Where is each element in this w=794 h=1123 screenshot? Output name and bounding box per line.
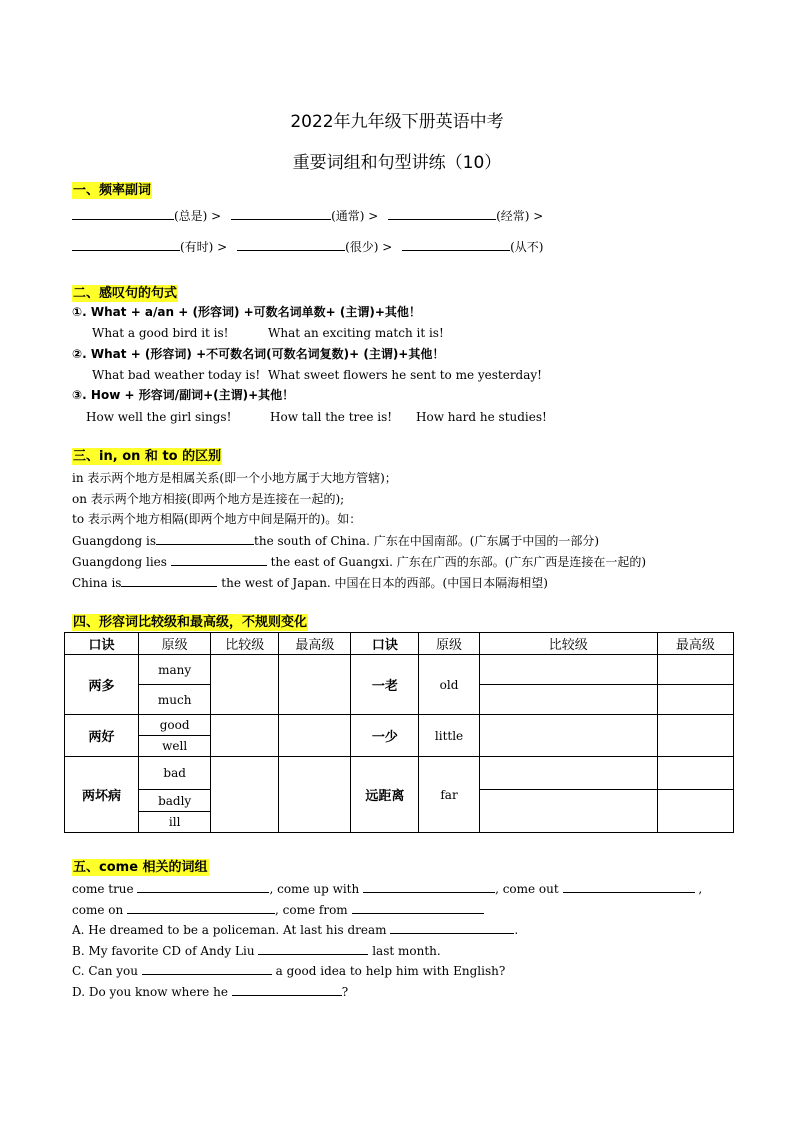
- pattern-3-example-2: How tall the tree is!: [270, 410, 393, 424]
- adjective-comparison-table: [64, 632, 734, 833]
- example-text: the west of Japan. 中国在日本的西部。(中国日本隔海相望): [221, 576, 548, 590]
- col-header: 比较级: [479, 633, 657, 655]
- pattern-2-rule: [72, 346, 444, 362]
- pattern-1-example-1: What a good bird it is!: [92, 326, 229, 340]
- heading-part: 三、: [73, 449, 100, 464]
- pattern-number: ②.: [72, 347, 87, 361]
- section-3-heading: [72, 448, 222, 465]
- base-form-cell: good: [139, 715, 211, 736]
- question-b: [72, 942, 441, 959]
- comparative-cell[interactable]: [479, 790, 657, 833]
- answer-blank[interactable]: [72, 207, 174, 220]
- section-1-heading: 一、频率副词: [73, 183, 152, 198]
- comparative-cell[interactable]: [211, 757, 279, 833]
- mnemonic-cell: 一老: [351, 655, 419, 715]
- heading-part: 五、: [73, 860, 100, 875]
- answer-blank[interactable]: [352, 901, 484, 914]
- freq-hint: (经常) >: [496, 209, 544, 223]
- superlative-cell[interactable]: [657, 655, 733, 685]
- phrase-text: ,: [698, 882, 703, 896]
- col-header: 最高级: [657, 633, 733, 655]
- answer-blank[interactable]: [237, 238, 345, 251]
- pattern-number: ①.: [72, 305, 87, 319]
- example-text: the south of China. 广东在中国南部。(广东属于中国的一部分): [254, 534, 600, 548]
- base-form-cell: much: [139, 685, 211, 715]
- answer-blank[interactable]: [390, 921, 514, 934]
- answer-blank[interactable]: [232, 983, 342, 996]
- answer-blank[interactable]: [121, 574, 217, 587]
- base-form-cell: little: [419, 715, 479, 757]
- comparative-cell[interactable]: [211, 655, 279, 715]
- pattern-2-example-1: What bad weather today is!: [92, 368, 261, 382]
- page-title: 2022年九年级下册英语中考: [290, 112, 504, 132]
- comparative-cell[interactable]: [479, 685, 657, 715]
- question-text: B. My favorite CD of Andy Liu: [72, 944, 255, 958]
- heading-part: to: [162, 449, 178, 464]
- comparative-cell[interactable]: [479, 655, 657, 685]
- example-2: [72, 553, 646, 570]
- answer-blank[interactable]: [142, 962, 272, 975]
- superlative-cell[interactable]: [657, 715, 733, 757]
- comparative-cell[interactable]: [479, 715, 657, 757]
- freq-hint: (总是) >: [174, 209, 222, 223]
- col-header: 原级: [139, 633, 211, 655]
- mnemonic-cell: 一少: [351, 715, 419, 757]
- base-form-cell: well: [139, 736, 211, 757]
- pattern-rule: How + 形容词/副词+(主谓)+其他！: [90, 388, 295, 402]
- freq-hint: (通常) >: [331, 209, 379, 223]
- superlative-cell[interactable]: [657, 685, 733, 715]
- answer-blank[interactable]: [402, 238, 510, 251]
- col-header: 比较级: [211, 633, 279, 655]
- table-row: [65, 715, 734, 736]
- pattern-3-example-1: How well the girl sings!: [86, 410, 232, 424]
- answer-blank[interactable]: [137, 880, 269, 893]
- base-form-cell: old: [419, 655, 479, 715]
- mnemonic-cell: 两多: [65, 655, 139, 715]
- pattern-1-example-2: What an exciting match it is!: [268, 326, 444, 340]
- rule-to: to 表示两个地方相隔(即两个地方中间是隔开的)。如：: [72, 512, 362, 526]
- superlative-cell[interactable]: [279, 655, 351, 715]
- answer-blank[interactable]: [388, 207, 496, 220]
- superlative-cell[interactable]: [279, 757, 351, 833]
- section-2-heading: 二、感叹句的句式: [73, 286, 178, 301]
- question-c: [72, 962, 505, 979]
- table-row: [65, 757, 734, 790]
- question-a: [72, 921, 518, 938]
- freq-row-2: [72, 238, 544, 255]
- freq-hint: (从不): [510, 240, 544, 254]
- heading-part: 相关的词组: [142, 860, 208, 875]
- phrase-text: come true: [72, 882, 134, 896]
- pattern-2-example-2: What sweet flowers he sent to me yesterday!: [268, 368, 542, 382]
- base-form-cell: badly: [139, 790, 211, 812]
- pattern-rule: What + a/an + (形容词) +可数名词单数+ (主谓)+其他！: [90, 305, 421, 319]
- example-text: Guangdong lies: [72, 555, 167, 569]
- heading-part: 的区别: [182, 449, 222, 464]
- phrase-row-2: [72, 901, 484, 918]
- section-4-heading: 四、形容词比较级和最高级，不规则变化: [73, 615, 308, 630]
- rule-in: in 表示两个地方是相属关系(即一个小地方属于大地方管辖)；: [72, 471, 397, 485]
- heading-part: in, on: [99, 449, 141, 464]
- pattern-1-rule: [72, 304, 421, 320]
- answer-blank[interactable]: [363, 880, 495, 893]
- pattern-rule: What + (形容词) +不可数名词(可数名词复数)+ (主谓)+其他！: [90, 347, 445, 361]
- phrase-row-1: [72, 880, 702, 897]
- comparative-cell[interactable]: [479, 757, 657, 790]
- answer-blank[interactable]: [563, 880, 695, 893]
- pattern-number: ③.: [72, 388, 87, 402]
- base-form-cell: many: [139, 655, 211, 685]
- answer-blank[interactable]: [156, 532, 254, 545]
- freq-hint: (有时) >: [180, 240, 228, 254]
- question-text: A. He dreamed to be a policeman. At last his dream: [72, 923, 387, 937]
- answer-blank[interactable]: [127, 901, 275, 914]
- answer-blank[interactable]: [171, 553, 267, 566]
- base-form-cell: ill: [139, 812, 211, 833]
- rule-on: on 表示两个地方相接(即两个地方是连接在一起的);: [72, 492, 345, 506]
- base-form-cell: bad: [139, 757, 211, 790]
- heading-part: 和: [144, 449, 158, 464]
- question-d: [72, 983, 348, 1000]
- superlative-cell[interactable]: [657, 790, 733, 833]
- question-text: C. Can you: [72, 964, 138, 978]
- comparative-cell[interactable]: [211, 715, 279, 757]
- col-header: 最高级: [279, 633, 351, 655]
- table-row: [65, 655, 734, 685]
- answer-blank[interactable]: [72, 238, 180, 251]
- mnemonic-cell: 两坏病: [65, 757, 139, 833]
- col-header: 原级: [419, 633, 479, 655]
- example-text: Guangdong is: [72, 534, 157, 548]
- page-subtitle: 重要词组和句型讲练（10）: [292, 153, 502, 173]
- example-1: [72, 532, 599, 549]
- question-text: a good idea to help him with English?: [275, 964, 506, 978]
- answer-blank[interactable]: [231, 207, 331, 220]
- example-3: [72, 574, 548, 591]
- section-5-heading: [72, 859, 209, 876]
- question-text: .: [514, 923, 519, 937]
- col-header: 口诀: [351, 633, 419, 655]
- example-text: the east of Guangxi. 广东在广西的东部。(广东广西是连接在一起的): [270, 555, 647, 569]
- mnemonic-cell: 两好: [65, 715, 139, 757]
- col-header: 口诀: [65, 633, 139, 655]
- table-header-row: [65, 633, 734, 655]
- answer-blank[interactable]: [258, 942, 368, 955]
- pattern-3-example-3: How hard he studies!: [416, 410, 547, 424]
- phrase-text: , come out: [495, 882, 559, 896]
- freq-hint: (很少) >: [345, 240, 393, 254]
- superlative-cell[interactable]: [279, 715, 351, 757]
- pattern-3-rule: [72, 387, 294, 403]
- question-text: D. Do you know where he: [72, 985, 228, 999]
- mnemonic-cell: 远距离: [351, 757, 419, 833]
- phrase-text: , come from: [275, 903, 348, 917]
- question-text: last month.: [372, 944, 441, 958]
- heading-part: come: [99, 860, 139, 875]
- example-text: China is: [72, 576, 122, 590]
- phrase-text: come on: [72, 903, 124, 917]
- base-form-cell: far: [419, 757, 479, 833]
- superlative-cell[interactable]: [657, 757, 733, 790]
- freq-row-1: [72, 207, 543, 224]
- phrase-text: , come up with: [269, 882, 360, 896]
- question-text: ?: [341, 985, 349, 999]
